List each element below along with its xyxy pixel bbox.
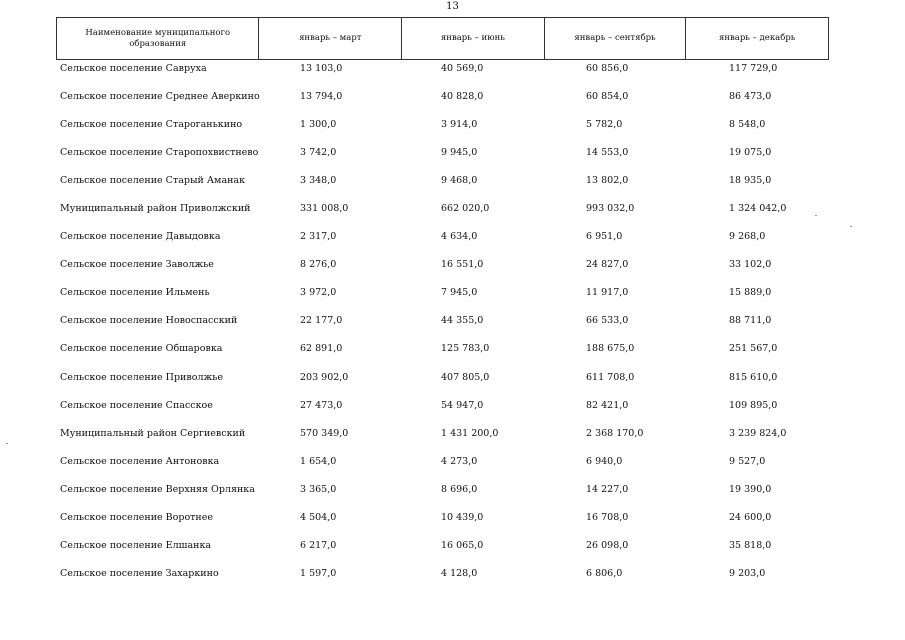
row-q3-value: 14 227,0 <box>586 483 629 495</box>
row-q3-value: 60 856,0 <box>586 63 629 74</box>
table-row <box>56 117 856 145</box>
row-name: Сельское поселение Заволжье <box>60 259 214 271</box>
row-name: Сельское поселение Старопохвистнево <box>60 147 259 159</box>
row-q4-value: 24 600,0 <box>729 511 772 523</box>
row-q3-value: 2 368 170,0 <box>586 427 644 439</box>
row-name: Сельское поселение Давыдовка <box>60 231 221 243</box>
row-q1-value: 22 177,0 <box>300 315 343 327</box>
row-q2-value: 1 431 200,0 <box>441 427 499 439</box>
row-name: Муниципальный район Сергиевский <box>60 427 246 439</box>
row-name: Муниципальный район Приволжский <box>60 203 251 215</box>
row-q2-value: 9 945,0 <box>441 147 478 159</box>
row-q3-value: 611 708,0 <box>586 371 635 383</box>
table-row <box>56 566 856 594</box>
row-q2-value: 10 439,0 <box>441 511 484 523</box>
row-name: Сельское поселение Приволжье <box>60 371 224 383</box>
row-q1-value: 331 008,0 <box>300 203 349 215</box>
row-name: Сельское поселение Захаркино <box>60 567 219 579</box>
table-body <box>56 61 856 594</box>
table-header <box>56 17 829 60</box>
row-q1-value: 1 300,0 <box>300 119 337 131</box>
row-name: Сельское поселение Старый Аманак <box>60 175 246 187</box>
row-q3-value: 993 032,0 <box>586 203 635 215</box>
row-q1-value: 203 902,0 <box>300 371 349 383</box>
row-q2-value: 4 273,0 <box>441 455 478 467</box>
row-q3-value: 6 951,0 <box>586 231 623 243</box>
header-q2: январь – июнь <box>401 18 544 59</box>
scan-speck <box>850 226 852 227</box>
row-name: Сельское поселение Староганькино <box>60 119 243 131</box>
row-q4-value: 19 075,0 <box>729 147 772 159</box>
row-q4-value: 251 567,0 <box>729 343 778 355</box>
table-row <box>56 426 856 454</box>
table-row <box>56 370 856 398</box>
row-q3-value: 6 806,0 <box>586 567 623 579</box>
table-row <box>56 538 856 566</box>
table-row <box>56 454 856 482</box>
row-q2-value: 54 947,0 <box>441 399 484 411</box>
table-row <box>56 201 856 229</box>
row-q4-value: 88 711,0 <box>729 315 772 327</box>
header-name: Наименование муниципального образования <box>85 27 231 49</box>
table-row <box>56 89 856 117</box>
row-q4-value: 86 473,0 <box>729 91 772 103</box>
header-q4: январь – декабрь <box>685 18 828 59</box>
row-q3-value: 6 940,0 <box>586 455 623 467</box>
row-name: Сельское поселение Среднее Аверкино <box>60 91 260 103</box>
row-q3-value: 13 802,0 <box>586 175 629 187</box>
row-q4-value: 9 527,0 <box>729 455 766 467</box>
row-q3-value: 60 854,0 <box>586 91 629 103</box>
row-q1-value: 3 972,0 <box>300 287 337 299</box>
row-q1-value: 1 597,0 <box>300 567 337 579</box>
row-name: Сельское поселение Савруха <box>60 63 207 74</box>
row-q4-value: 9 203,0 <box>729 567 766 579</box>
table-row <box>56 510 856 538</box>
table-row <box>56 341 856 369</box>
row-q2-value: 40 828,0 <box>441 91 484 103</box>
scan-speck <box>815 215 817 216</box>
row-q3-value: 26 098,0 <box>586 539 629 551</box>
row-q1-value: 13 103,0 <box>300 63 343 74</box>
row-q4-value: 19 390,0 <box>729 483 772 495</box>
row-q4-value: 8 548,0 <box>729 119 766 131</box>
table-row <box>56 229 856 257</box>
row-q2-value: 7 945,0 <box>441 287 478 299</box>
row-q2-value: 9 468,0 <box>441 175 478 187</box>
row-q3-value: 66 533,0 <box>586 315 629 327</box>
row-q1-value: 3 742,0 <box>300 147 337 159</box>
row-q3-value: 188 675,0 <box>586 343 635 355</box>
table-row <box>56 61 856 89</box>
row-q2-value: 8 696,0 <box>441 483 478 495</box>
row-q2-value: 407 805,0 <box>441 371 490 383</box>
row-q1-value: 8 276,0 <box>300 259 337 271</box>
row-q1-value: 1 654,0 <box>300 455 337 467</box>
table-row <box>56 285 856 313</box>
row-q3-value: 11 917,0 <box>586 287 629 299</box>
row-q4-value: 18 935,0 <box>729 175 772 187</box>
row-q1-value: 27 473,0 <box>300 399 343 411</box>
header-q1: январь – март <box>258 18 401 59</box>
row-q4-value: 35 818,0 <box>729 539 772 551</box>
row-q2-value: 4 128,0 <box>441 567 478 579</box>
row-q1-value: 570 349,0 <box>300 427 349 439</box>
row-q4-value: 109 895,0 <box>729 399 778 411</box>
header-q3: январь – сентябрь <box>544 18 686 59</box>
row-q1-value: 13 794,0 <box>300 91 343 103</box>
table-row <box>56 257 856 285</box>
row-q2-value: 44 355,0 <box>441 315 484 327</box>
row-name: Сельское поселение Антоновка <box>60 455 220 467</box>
row-q1-value: 6 217,0 <box>300 539 337 551</box>
row-q1-value: 3 365,0 <box>300 483 337 495</box>
row-name: Сельское поселение Спасское <box>60 399 213 411</box>
row-name: Сельское поселение Ильмень <box>60 287 210 299</box>
table-row <box>56 398 856 426</box>
row-name: Сельское поселение Новоспасский <box>60 315 238 327</box>
row-q3-value: 24 827,0 <box>586 259 629 271</box>
row-q2-value: 16 065,0 <box>441 539 484 551</box>
row-q2-value: 3 914,0 <box>441 119 478 131</box>
row-q3-value: 82 421,0 <box>586 399 629 411</box>
table-row <box>56 313 856 341</box>
row-q4-value: 1 324 042,0 <box>729 203 787 215</box>
row-q1-value: 2 317,0 <box>300 231 337 243</box>
row-q4-value: 9 268,0 <box>729 231 766 243</box>
page-number: 13 <box>446 1 459 12</box>
row-q3-value: 14 553,0 <box>586 147 629 159</box>
scan-speck <box>6 443 8 444</box>
row-q1-value: 3 348,0 <box>300 175 337 187</box>
row-q1-value: 62 891,0 <box>300 343 343 355</box>
row-q4-value: 117 729,0 <box>729 63 778 74</box>
table-row <box>56 173 856 201</box>
row-q2-value: 4 634,0 <box>441 231 478 243</box>
table-row <box>56 145 856 173</box>
row-q4-value: 3 239 824,0 <box>729 427 787 439</box>
row-q4-value: 33 102,0 <box>729 259 772 271</box>
row-q3-value: 5 782,0 <box>586 119 623 131</box>
row-name: Сельское поселение Елшанка <box>60 539 212 551</box>
row-name: Сельское поселение Обшаровка <box>60 343 223 355</box>
row-name: Сельское поселение Верхняя Орлянка <box>60 483 255 495</box>
row-q2-value: 16 551,0 <box>441 259 484 271</box>
row-q1-value: 4 504,0 <box>300 511 337 523</box>
row-q2-value: 125 783,0 <box>441 343 490 355</box>
row-name: Сельское поселение Воротнее <box>60 511 214 523</box>
row-q2-value: 662 020,0 <box>441 203 490 215</box>
row-q4-value: 815 610,0 <box>729 371 778 383</box>
row-q4-value: 15 889,0 <box>729 287 772 299</box>
row-q3-value: 16 708,0 <box>586 511 629 523</box>
table-row <box>56 482 856 510</box>
row-q2-value: 40 569,0 <box>441 63 484 74</box>
